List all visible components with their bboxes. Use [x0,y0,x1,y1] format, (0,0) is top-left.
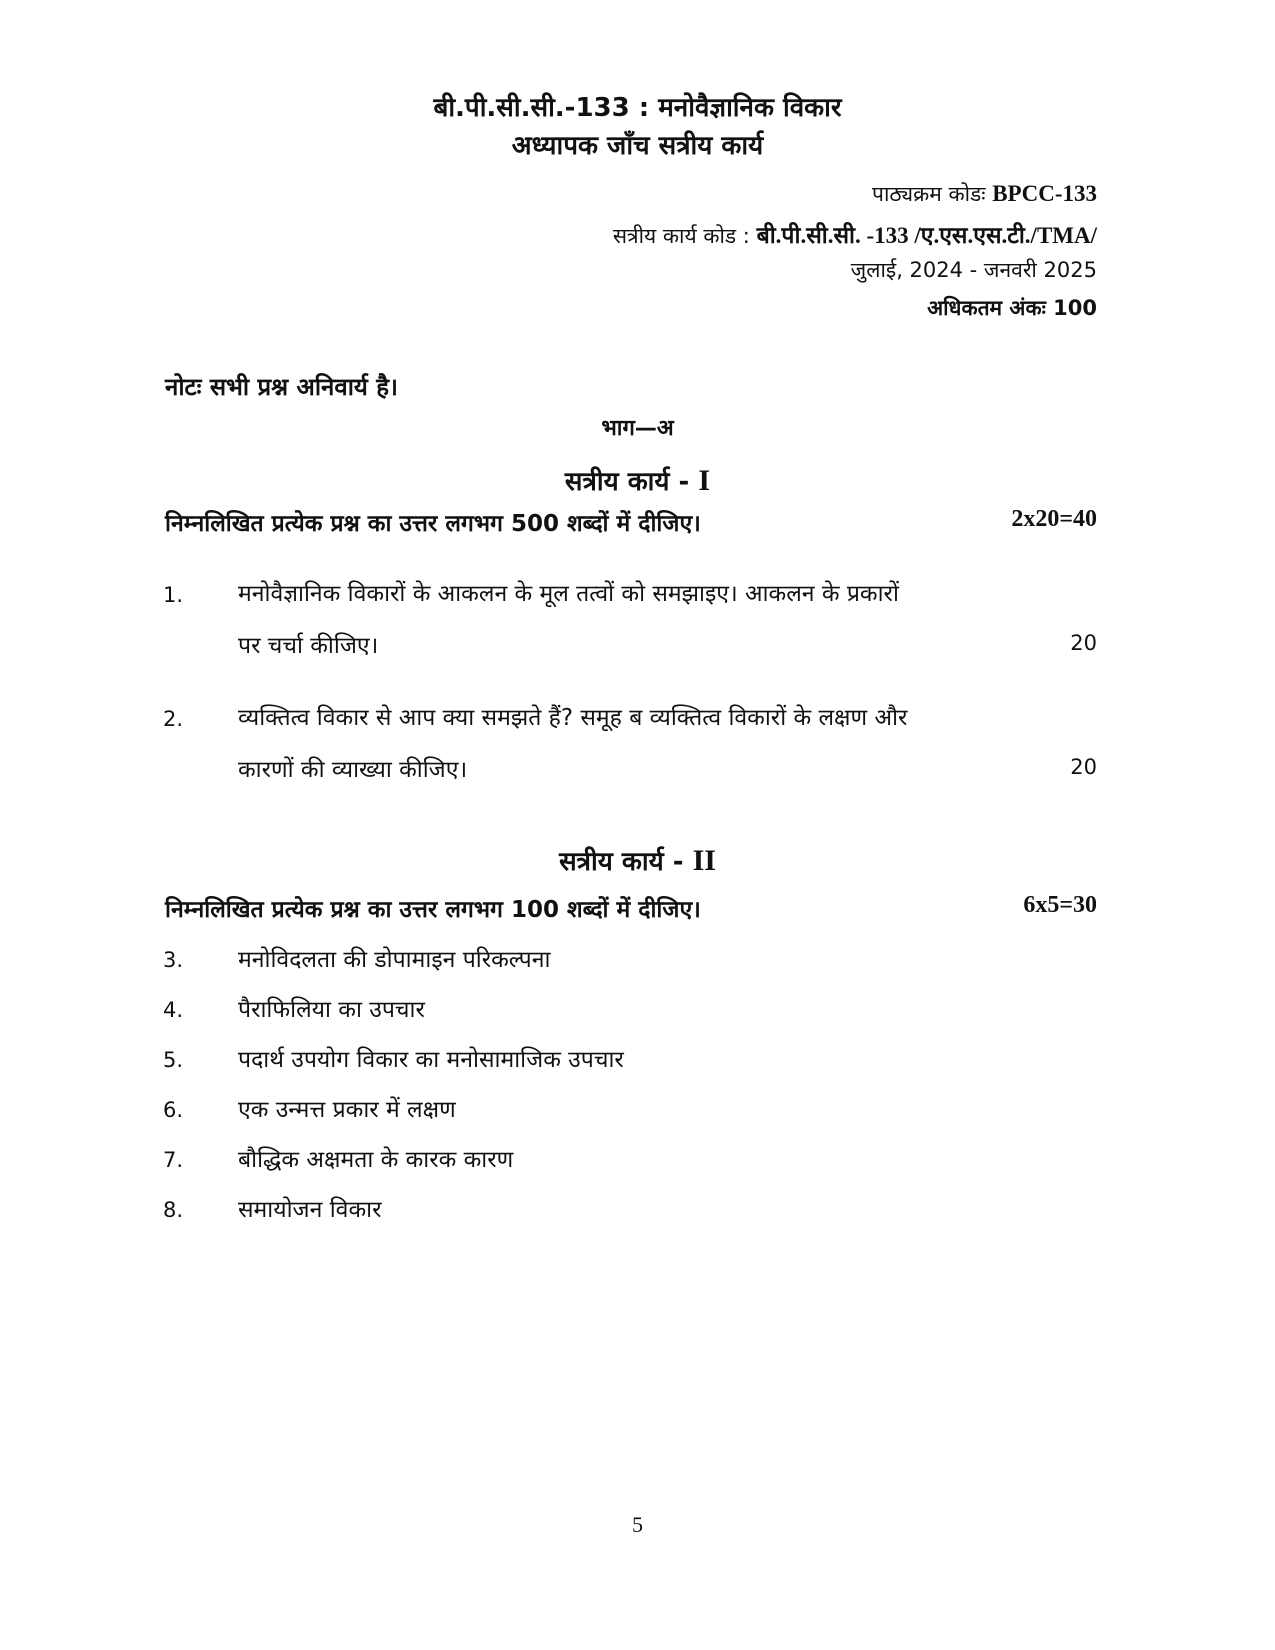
assignment-1-marks: 2x20=40 [1011,506,1097,532]
question-number: 8. [163,1198,184,1222]
question-line: कारणों की व्याख्या कीजिए। [238,757,468,783]
question-text [238,568,1098,672]
question-text: पदार्थ उपयोग विकार का मनोसामाजिक उपचार [238,1047,624,1073]
assignment-1-label: सत्रीय कार्य - [564,467,690,497]
assignment-2-instruction: निम्नलिखित प्रत्येक प्रश्न का उत्तर लगभग 100 शब्दों में दीजिए। [165,897,701,923]
assignment-2-roman: II [692,844,716,877]
course-code-value: BPCC-133 [992,181,1097,206]
max-marks: अधिकतम अंकः 100 [927,296,1097,320]
document-subtitle: अध्यापक जाँच सत्रीय कार्य [511,131,764,161]
question-number: 4. [163,998,184,1022]
question-number: 3. [163,948,184,972]
assignment-2-heading [0,842,1275,878]
course-code [872,180,1097,208]
question-line: पर चर्चा कीजिए। [238,633,379,659]
note: नोटः सभी प्रश्न अनिवार्य है। [165,373,399,401]
page-number: 5 [632,1512,643,1537]
part-label: भाग—अ [601,416,674,441]
question-marks: 20 [1070,755,1097,779]
question-number: 7. [163,1148,184,1172]
assignment-code-label: सत्रीय कार्य कोड : [612,224,750,248]
assignment-2-marks: 6x5=30 [1023,892,1097,918]
question-text [238,692,1098,796]
question-number: 6. [163,1098,184,1122]
assignment-1-heading [0,462,1275,498]
assignment-2-label: सत्रीय कार्य - [559,847,684,877]
session: जुलाई, 2024 - जनवरी 2025 [850,258,1097,282]
assignment-1-roman: I [698,464,711,497]
question-number: 5. [163,1048,184,1072]
question-text: बौद्धिक अक्षमता के कारक कारण [238,1147,514,1173]
question-number: 1. [163,583,184,607]
course-code-label: पाठ्यक्रम कोडः [872,182,986,206]
assignment-code-value: बी.पी.सी.सी. -133 /ए.एस.एस.टी./TMA/ [756,223,1097,248]
question-text: एक उन्मत्त प्रकार में लक्षण [238,1097,456,1123]
question-text: पैराफिलिया का उपचार [238,997,425,1023]
question-text: समायोजन विकार [238,1197,382,1223]
assignment-1-instruction: निम्नलिखित प्रत्येक प्रश्न का उत्तर लगभग 500 शब्दों में दीजिए। [165,511,701,537]
question-number: 2. [163,707,184,731]
question-line: मनोवैज्ञानिक विकारों के आकलन के मूल तत्वों को समझाइए। आकलन के प्रकारों [238,581,899,607]
question-text: मनोविदलता की डोपामाइन परिकल्पना [238,947,551,973]
assignment-code [613,218,1097,250]
question-marks: 20 [1070,631,1097,655]
document-title: बी.पी.सी.सी.-133 : मनोवैज्ञानिक विकार [433,93,842,123]
question-line: व्यक्तित्व विकार से आप क्या समझते हैं? समूह ब व्यक्तित्व विकारों के लक्षण और [238,705,908,731]
